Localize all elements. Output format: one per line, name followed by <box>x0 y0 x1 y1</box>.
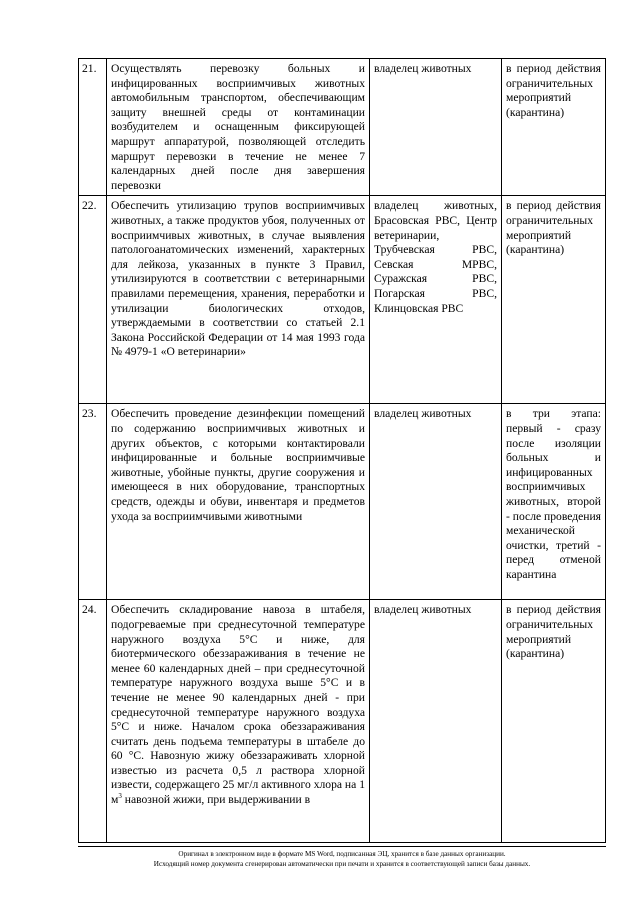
row-number: 22. <box>79 196 107 404</box>
table-row <box>79 196 606 404</box>
deadline-text: в три этапа: первый - сразу после изоляции больных и инфицированных восприимчивых животных, второй - после проведения механической очистки, третий - перед отменой карантина <box>502 404 606 600</box>
measure-text-main: Обеспечить складирование навоза в штабеля, подогреваемые при среднесуточной температуре наружного воздуха 5°С и ниже, для биотермического обеззараживания в течение не менее 60 календарных дней – при среднесуточной температуре наружного воздуха выше 5°С и в течение не менее 90 календарных дней - при среднесуточной температуре наружного воздуха 5°С и ниже. Началом срока обеззараживания считать день подъема температуры в штабеле до 60 °С. Навозную жижу обеззараживать хлорной известью из расчета 0,5 л раствора хлорной извести, содержащего 25 мг/л активного хлора на 1 м <box>111 603 365 807</box>
table-row <box>79 600 606 843</box>
row-number: 24. <box>79 600 107 843</box>
document-footer <box>78 846 606 869</box>
deadline-text: в период действия ограничительных мероприятий (карантина) <box>502 600 606 843</box>
deadline-text: в период действия ограничительных мероприятий (карантина) <box>502 59 606 196</box>
measure-text: Обеспечить проведение дезинфекции помещений по содержанию восприимчивых животных и других объектов, с которыми контактировали инфицированные и больные восприимчивые животные, убойные пункты, другие сооружения и имеющееся в них оборудование, транспортных средств, одежды и обуви, инвентаря и предметов ухода за восприимчивыми животными <box>107 404 370 600</box>
table-row <box>79 404 606 600</box>
responsible-party: владелец животных <box>370 404 502 600</box>
footer-line-number: Исходящий номер документа сгенерирован автоматически при печати и хранится в соответствующей записи базы данных. <box>153 860 531 868</box>
measure-text: Обеспечить утилизацию трупов восприимчивых животных, а также продуктов убоя, полученных от восприимчивых животных, в случае выявления патологоанатомических изменений, характерных для лейкоза, указанных в пункте 3 Правил, утилизируются в соответствии с ветеринарными правилами перемещения, хранения, переработки и утилизации биологических отходов, утверждаемыми в соответствии со статьей 2.1 Закона Российской Федерации от 14 мая 1993 года № 4979-1 «О ветеринарии» <box>107 196 370 404</box>
cubic-superscript: 3 <box>118 792 122 801</box>
measures-table <box>78 58 606 843</box>
footer-line-original: Оригинал в электронном виде в формате MS Word, подписанная ЭЦ, хранится в базе данных организации. <box>178 850 506 858</box>
measure-text <box>107 600 370 843</box>
table-row <box>79 59 606 196</box>
document-page <box>78 58 606 843</box>
measure-text-tail: навозной жижи, при выдерживании в <box>121 793 311 807</box>
responsible-party: владелец животных, Брасовская РВС, Центр ветеринарии, Трубчевская РВС, Севская МРВС, Суражская РВС, Погарская РВС, Клинцовская РВС <box>370 196 502 404</box>
responsible-party: владелец животных <box>370 59 502 196</box>
responsible-party: владелец животных <box>370 600 502 843</box>
row-number: 21. <box>79 59 107 196</box>
row-number: 23. <box>79 404 107 600</box>
measure-text: Осуществлять перевозку больных и инфицированных восприимчивых животных автомобильным транспортом, обеспечивающим защиту внешней среды от контаминации возбудителем и оснащенным фиксирующей маршрут аппаратурой, позволяющей отследить маршрут перевозки в течение не менее 7 календарных дней после дня завершения перевозки <box>107 59 370 196</box>
deadline-text: в период действия ограничительных мероприятий (карантина) <box>502 196 606 404</box>
